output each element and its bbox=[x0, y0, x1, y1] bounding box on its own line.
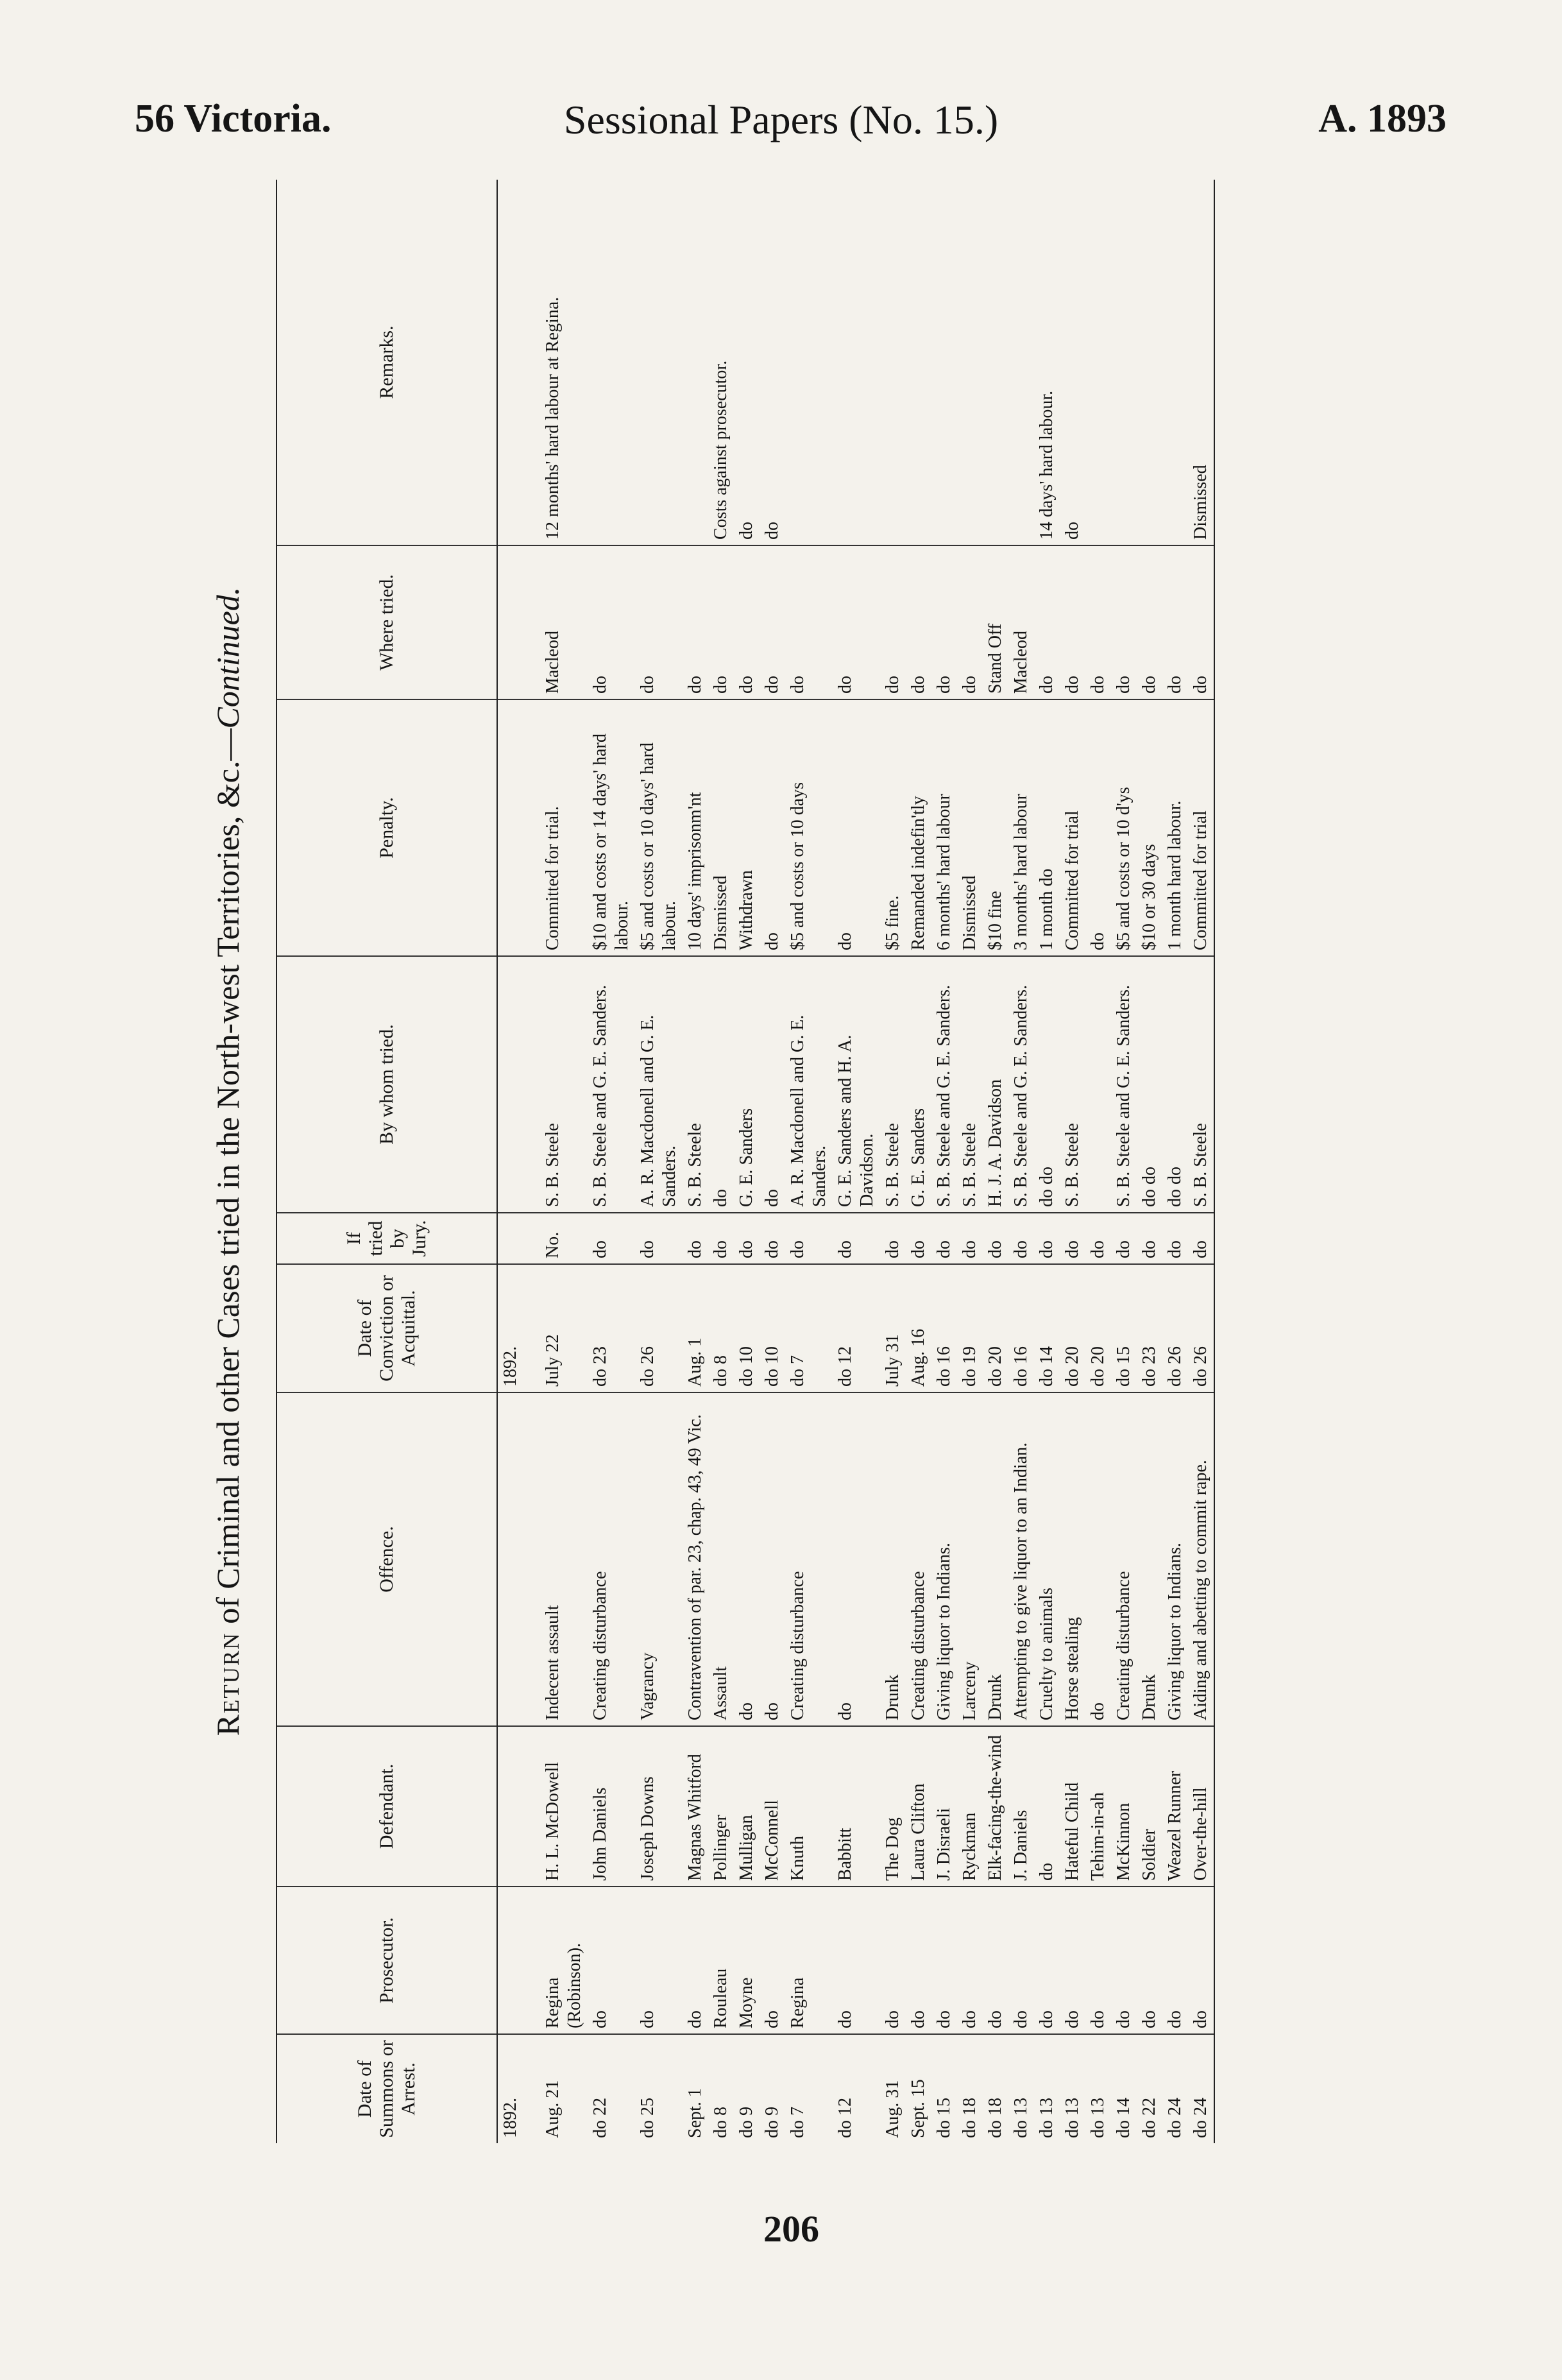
table-cell: do 24 bbox=[1165, 2098, 1185, 2138]
table-cell: do 15 bbox=[934, 2098, 954, 2138]
table-row bbox=[1162, 180, 1188, 2143]
table-cell: Tehim-in-ah bbox=[1085, 1726, 1111, 1887]
table-cell: do bbox=[683, 545, 708, 699]
table-cell: $10 and costs or 14 days' hard labour. bbox=[588, 699, 635, 956]
table-cell bbox=[906, 180, 931, 545]
table-cell: 14 days' hard labour. bbox=[1034, 180, 1060, 545]
table-cell: Vagrancy bbox=[635, 1392, 683, 1726]
table-cell: H. J. A. Davidson bbox=[983, 956, 1008, 1213]
title-suffix: Continued. bbox=[210, 586, 246, 729]
table-cell: H. L. McDowell bbox=[540, 1726, 588, 1887]
column-header: Penalty. bbox=[276, 699, 497, 956]
table-cell: Rouleau bbox=[708, 1887, 734, 2034]
table-cell: Cruelty to animals bbox=[1034, 1392, 1060, 1726]
table-cell: do 22 bbox=[590, 2098, 610, 2138]
table-cell: Withdrawn bbox=[734, 699, 760, 956]
table-cell: do bbox=[1188, 545, 1214, 699]
header-center: Sessional Papers (No. 15.) bbox=[563, 97, 999, 142]
table-cell: do 16 bbox=[931, 1264, 957, 1392]
table-cell: do 26 bbox=[1188, 1264, 1214, 1392]
table-cell: John Daniels bbox=[588, 1726, 635, 1887]
column-header: If tried by Jury. bbox=[276, 1213, 497, 1264]
table-cell: do bbox=[1085, 1392, 1111, 1726]
table-title bbox=[199, 180, 257, 2143]
year-cell bbox=[497, 180, 540, 545]
table-cell: Moyne bbox=[734, 1887, 760, 2034]
table-cell: do bbox=[1111, 1887, 1137, 2034]
table-cell: S. B. Steele bbox=[880, 956, 906, 1213]
table-cell: Committed for trial bbox=[1060, 699, 1085, 956]
table-row bbox=[931, 180, 957, 2143]
table-cell: Larceny bbox=[957, 1392, 983, 1726]
table-row bbox=[635, 180, 683, 2143]
table-cell: Attempting to give liquor to an Indian. bbox=[1008, 1392, 1034, 1726]
table-cell: do bbox=[1034, 1887, 1060, 2034]
table-cell bbox=[931, 180, 957, 545]
year-cell bbox=[497, 699, 540, 956]
table-cell: do bbox=[1111, 545, 1137, 699]
table-cell: Drunk bbox=[1137, 1392, 1162, 1726]
table-cell bbox=[1137, 180, 1162, 545]
table-cell: do 23 bbox=[1137, 1264, 1162, 1392]
table-cell: do 23 bbox=[588, 1264, 635, 1392]
table-cell: $10 fine bbox=[983, 699, 1008, 956]
table-cell: do bbox=[1034, 1213, 1060, 1264]
table-row bbox=[983, 180, 1008, 2143]
table-row bbox=[1034, 180, 1060, 2143]
table-cell: Creating disturbance bbox=[906, 1392, 931, 1726]
table-cell: do bbox=[1060, 1887, 1085, 2034]
table-row bbox=[1111, 180, 1137, 2143]
table-cell: Regina (Robinson). bbox=[540, 1887, 588, 2034]
table-cell: do 18 bbox=[985, 2098, 1005, 2138]
table-cell: do 8 bbox=[711, 2107, 731, 2138]
column-header: By whom tried. bbox=[276, 956, 497, 1213]
table-cell: do bbox=[906, 545, 931, 699]
column-header: Date of Summons or Arrest. bbox=[276, 2034, 497, 2143]
header-left: 56 Victoria. bbox=[135, 97, 332, 141]
table-cell bbox=[1085, 180, 1111, 545]
table-cell: S. B. Steele bbox=[957, 956, 983, 1213]
table-cell: $10 or 30 days bbox=[1137, 699, 1162, 956]
table-cell: do 25 bbox=[638, 2098, 658, 2138]
table-cell: Drunk bbox=[983, 1392, 1008, 1726]
table-cell: do bbox=[1162, 545, 1188, 699]
table-cell: S. B. Steele bbox=[540, 956, 588, 1213]
column-header: Remarks. bbox=[276, 180, 497, 545]
table-cell: do bbox=[760, 699, 785, 956]
table-cell bbox=[1162, 180, 1188, 545]
table-cell bbox=[880, 180, 906, 545]
table-cell: do bbox=[1060, 1213, 1085, 1264]
table-cell: Horse stealing bbox=[1060, 1392, 1085, 1726]
table-cell: do 13 bbox=[1011, 2098, 1031, 2138]
table-cell: Weazel Runner bbox=[1162, 1726, 1188, 1887]
table-cell: Creating disturbance bbox=[1111, 1392, 1137, 1726]
table-cell: do bbox=[1188, 1213, 1214, 1264]
table-cell: July 22 bbox=[540, 1264, 588, 1392]
table-row bbox=[833, 180, 880, 2143]
table-cell: do 24 bbox=[1188, 2034, 1214, 2143]
table-cell bbox=[683, 180, 708, 545]
table-cell: Babbitt bbox=[833, 1726, 880, 1887]
table-cell: do bbox=[880, 545, 906, 699]
table-cell: do 14 bbox=[1034, 1264, 1060, 1392]
column-header: Offence. bbox=[276, 1392, 497, 1726]
table-cell: Committed for trial. bbox=[540, 699, 588, 956]
table-row bbox=[734, 180, 760, 2143]
table-cell: do bbox=[1188, 1887, 1214, 2034]
title-main: of Criminal and other Cases tried in the North-west Territories, &c.— bbox=[210, 728, 246, 1624]
table-cell: do bbox=[1162, 1213, 1188, 1264]
table-cell: do 19 bbox=[957, 1264, 983, 1392]
table-cell: do bbox=[760, 1213, 785, 1264]
year-cell: 1892. bbox=[497, 1264, 540, 1392]
table-row bbox=[540, 180, 588, 2143]
table-cell: McKinnon bbox=[1111, 1726, 1137, 1887]
table-cell: do 10 bbox=[760, 1264, 785, 1392]
table-cell: do 12 bbox=[833, 1264, 880, 1392]
table-cell: Stand Off bbox=[983, 545, 1008, 699]
table-cell: do bbox=[708, 956, 734, 1213]
table-cell: Remanded indefin'tly bbox=[906, 699, 931, 956]
header-right: A. 1893 bbox=[1318, 97, 1447, 141]
table-cell: do 13 bbox=[1062, 2098, 1082, 2138]
table-cell: do bbox=[833, 545, 880, 699]
table-cell: Giving liquor to Indians. bbox=[1162, 1392, 1188, 1726]
table-cell: A. R. Macdonell and G. E. Sanders. bbox=[785, 956, 833, 1213]
table-cell: do bbox=[708, 545, 734, 699]
table-cell: Aug. 21 bbox=[543, 2080, 563, 2138]
table-cell: G. E. Sanders bbox=[906, 956, 931, 1213]
year-cell bbox=[497, 1726, 540, 1887]
table-cell: do bbox=[983, 1887, 1008, 2034]
table-cell: McConnell bbox=[760, 1726, 785, 1887]
year-cell bbox=[497, 1887, 540, 2034]
table-cell: Elk-facing-the-wind bbox=[983, 1726, 1008, 1887]
table-cell: Joseph Downs bbox=[635, 1726, 683, 1887]
table-cell: Macleod bbox=[1008, 545, 1034, 699]
table-cell: do bbox=[931, 1887, 957, 2034]
table-cell: Over-the-hill bbox=[1188, 1726, 1214, 1887]
table-cell: do bbox=[1034, 545, 1060, 699]
table-cell: do bbox=[635, 1213, 683, 1264]
table-cell: Soldier bbox=[1137, 1726, 1162, 1887]
table-cell: Hateful Child bbox=[1060, 1726, 1085, 1887]
table-cell: Creating disturbance bbox=[588, 1392, 635, 1726]
table-cell: do do bbox=[1137, 956, 1162, 1213]
table-cell: G. E. Sanders bbox=[734, 956, 760, 1213]
table-cell: Dismissed bbox=[957, 699, 983, 956]
table-body bbox=[497, 180, 1214, 2143]
table-cell bbox=[833, 180, 880, 545]
table-cell: do bbox=[760, 1392, 785, 1726]
table-cell: Ryckman bbox=[957, 1726, 983, 1887]
table-cell: Drunk bbox=[880, 1392, 906, 1726]
table-cell: do bbox=[588, 1213, 635, 1264]
table-cell: do bbox=[1137, 545, 1162, 699]
table-cell: Assault bbox=[708, 1392, 734, 1726]
table-cell: $5 and costs or 10 days bbox=[785, 699, 833, 956]
rotated-return-table bbox=[199, 180, 1430, 2143]
table-cell: do bbox=[1162, 1887, 1188, 2034]
year-cell bbox=[497, 1392, 540, 1726]
table-cell: do 20 bbox=[983, 1264, 1008, 1392]
year-cell: 1892. bbox=[500, 2098, 520, 2138]
table-cell: Laura Clifton bbox=[906, 1726, 931, 1887]
table-cell: do 7 bbox=[788, 2107, 808, 2138]
table-cell: do bbox=[785, 1213, 833, 1264]
table-cell: Knuth bbox=[785, 1726, 833, 1887]
table-cell: do bbox=[734, 545, 760, 699]
table-row bbox=[880, 180, 906, 2143]
table-cell: do bbox=[1008, 1887, 1034, 2034]
table-cell: do bbox=[931, 545, 957, 699]
table-cell: do 8 bbox=[708, 1264, 734, 1392]
table-row bbox=[906, 180, 931, 2143]
table-cell: G. E. Sanders and H. A. Davidson. bbox=[833, 956, 880, 1213]
table-cell: $5 and costs or 10 days' hard labour. bbox=[635, 699, 683, 956]
table-cell: do bbox=[1034, 1726, 1060, 1887]
table-cell: 1 month do bbox=[1034, 699, 1060, 956]
table-cell bbox=[1085, 956, 1111, 1213]
table-cell: do bbox=[760, 180, 785, 545]
table-cell: Mulligan bbox=[734, 1726, 760, 1887]
table-row bbox=[683, 180, 708, 2143]
table-cell: do bbox=[880, 1887, 906, 2034]
table-cell bbox=[1111, 180, 1137, 545]
table-row bbox=[1060, 180, 1085, 2143]
column-header: Date of Conviction or Acquittal. bbox=[276, 1264, 497, 1392]
table-cell: Aug. 16 bbox=[906, 1264, 931, 1392]
table-cell: 3 months' hard labour bbox=[1008, 699, 1034, 956]
table-cell: do 10 bbox=[734, 1264, 760, 1392]
table-cell: do bbox=[1137, 1213, 1162, 1264]
table-cell: do bbox=[931, 1213, 957, 1264]
table-row bbox=[785, 180, 833, 2143]
page-number: 206 bbox=[763, 2208, 819, 2250]
table-cell: do bbox=[734, 180, 760, 545]
table-cell bbox=[635, 180, 683, 545]
table-cell: Contravention of par. 23, chap. 43, 49 Vic. bbox=[683, 1392, 708, 1726]
column-header: Prosecutor. bbox=[276, 1887, 497, 2034]
table-cell: No. bbox=[540, 1213, 588, 1264]
table-cell: do 22 bbox=[1139, 2098, 1159, 2138]
table-cell: do 14 bbox=[1114, 2098, 1133, 2138]
table-cell: Regina bbox=[785, 1887, 833, 2034]
table-cell: do 20 bbox=[1060, 1264, 1085, 1392]
column-header: Where tried. bbox=[276, 545, 497, 699]
table-cell: July 31 bbox=[880, 1264, 906, 1392]
table-cell: S. B. Steele bbox=[1060, 956, 1085, 1213]
table-cell: S. B. Steele and G. E. Sanders. bbox=[931, 956, 957, 1213]
table-cell: do bbox=[1008, 1213, 1034, 1264]
table-cell: do bbox=[833, 699, 880, 956]
table-cell: do 12 bbox=[835, 2098, 855, 2138]
title-prefix: Return bbox=[210, 1632, 246, 1736]
year-row bbox=[497, 180, 540, 2143]
table-cell: do bbox=[588, 545, 635, 699]
table-cell: Sept. 1 bbox=[685, 2088, 705, 2138]
table-cell: do bbox=[1111, 1213, 1137, 1264]
table-cell: do bbox=[983, 1213, 1008, 1264]
column-header: Defendant. bbox=[276, 1726, 497, 1887]
table-cell: Indecent assault bbox=[540, 1392, 588, 1726]
table-cell: do 7 bbox=[785, 1264, 833, 1392]
table-cell: do bbox=[833, 1213, 880, 1264]
table-cell: do bbox=[1085, 545, 1111, 699]
table-cell: do bbox=[1060, 545, 1085, 699]
table-cell: do bbox=[734, 1392, 760, 1726]
table-row bbox=[1008, 180, 1034, 2143]
table-cell: do 13 bbox=[1088, 2098, 1108, 2138]
cases-table bbox=[276, 180, 1215, 2143]
table-cell: do 16 bbox=[1008, 1264, 1034, 1392]
table-cell: Committed for trial bbox=[1188, 699, 1214, 956]
table-cell: do bbox=[906, 1213, 931, 1264]
table-cell: do 15 bbox=[1111, 1264, 1137, 1392]
table-row bbox=[588, 180, 635, 2143]
year-cell bbox=[497, 1213, 540, 1264]
table-cell: S. B. Steele bbox=[683, 956, 708, 1213]
table-cell: do bbox=[635, 545, 683, 699]
year-cell bbox=[497, 545, 540, 699]
table-cell: do 20 bbox=[1085, 1264, 1111, 1392]
table-row bbox=[1137, 180, 1162, 2143]
table-row bbox=[1085, 180, 1111, 2143]
table-cell: do bbox=[635, 1887, 683, 2034]
table-cell: do bbox=[906, 1887, 931, 2034]
table-cell: Giving liquor to Indians. bbox=[931, 1392, 957, 1726]
table-cell: do bbox=[785, 545, 833, 699]
table-cell: do bbox=[957, 545, 983, 699]
table-cell: do bbox=[880, 1213, 906, 1264]
table-cell: $5 fine. bbox=[880, 699, 906, 956]
table-cell: do bbox=[708, 1213, 734, 1264]
table-cell: S. B. Steele and G. E. Sanders. bbox=[1111, 956, 1137, 1213]
table-cell bbox=[588, 180, 635, 545]
table-cell: Dismissed bbox=[1188, 180, 1214, 545]
table-cell bbox=[983, 180, 1008, 545]
table-row bbox=[708, 180, 734, 2143]
table-cell: do 9 bbox=[762, 2107, 782, 2138]
table-cell: do bbox=[760, 1887, 785, 2034]
year-cell bbox=[497, 956, 540, 1213]
table-cell: do bbox=[957, 1213, 983, 1264]
table-cell: do bbox=[588, 1887, 635, 2034]
table-cell: 10 days' imprisonm'nt bbox=[683, 699, 708, 956]
table-cell: J. Disraeli bbox=[931, 1726, 957, 1887]
table-row bbox=[957, 180, 983, 2143]
table-header-row bbox=[276, 180, 497, 2143]
table-cell: do bbox=[1085, 699, 1111, 956]
table-cell bbox=[957, 180, 983, 545]
table-cell: do 26 bbox=[1162, 1264, 1188, 1392]
table-cell: J. Daniels bbox=[1008, 1726, 1034, 1887]
table-cell: do do bbox=[1034, 956, 1060, 1213]
table-cell: do bbox=[734, 1213, 760, 1264]
table-cell: do bbox=[833, 1887, 880, 2034]
table-cell: do bbox=[760, 545, 785, 699]
table-cell: A. R. Macdonell and G. E. Sanders. bbox=[635, 956, 683, 1213]
table-cell bbox=[1008, 180, 1034, 545]
table-cell: do bbox=[1137, 1887, 1162, 2034]
table-cell: Aug. 1 bbox=[683, 1264, 708, 1392]
table-cell: Sept. 15 bbox=[908, 2079, 928, 2138]
table-cell: 12 months' hard labour at Regina. bbox=[540, 180, 588, 545]
table-cell: do bbox=[683, 1887, 708, 2034]
table-cell: Aug. 31 bbox=[883, 2080, 903, 2138]
table-cell: do bbox=[760, 956, 785, 1213]
table-cell: S. B. Steele and G. E. Sanders. bbox=[588, 956, 635, 1213]
table-cell: 6 months' hard labour bbox=[931, 699, 957, 956]
table-cell: $5 and costs or 10 d'ys bbox=[1111, 699, 1137, 956]
table-cell: Pollinger bbox=[708, 1726, 734, 1887]
table-cell: do 18 bbox=[960, 2098, 980, 2138]
table-cell: Aiding and abetting to commit rape. bbox=[1188, 1392, 1214, 1726]
table-cell bbox=[785, 180, 833, 545]
table-cell: do bbox=[957, 1887, 983, 2034]
table-cell: do bbox=[1060, 180, 1085, 545]
table-cell: S. B. Steele and G. E. Sanders. bbox=[1008, 956, 1034, 1213]
table-cell: Dismissed bbox=[708, 699, 734, 956]
table-cell: do 26 bbox=[635, 1264, 683, 1392]
table-cell: Macleod bbox=[540, 545, 588, 699]
table-cell: Creating disturbance bbox=[785, 1392, 833, 1726]
table-cell: The Dog bbox=[880, 1726, 906, 1887]
table-row bbox=[1188, 180, 1214, 2143]
table-cell: do do bbox=[1162, 956, 1188, 1213]
table-cell: do 13 bbox=[1037, 2098, 1057, 2138]
table-cell: do bbox=[833, 1392, 880, 1726]
table-cell: 1 month hard labour. bbox=[1162, 699, 1188, 956]
table-row bbox=[760, 180, 785, 2143]
table-cell: Costs against prosecutor. bbox=[708, 180, 734, 545]
table-cell: do 9 bbox=[736, 2107, 756, 2138]
table-cell: do bbox=[1085, 1213, 1111, 1264]
table-cell: S. B. Steele bbox=[1188, 956, 1214, 1213]
table-cell: do bbox=[1085, 1887, 1111, 2034]
table-cell: do bbox=[683, 1213, 708, 1264]
table-cell: Magnas Whitford bbox=[683, 1726, 708, 1887]
